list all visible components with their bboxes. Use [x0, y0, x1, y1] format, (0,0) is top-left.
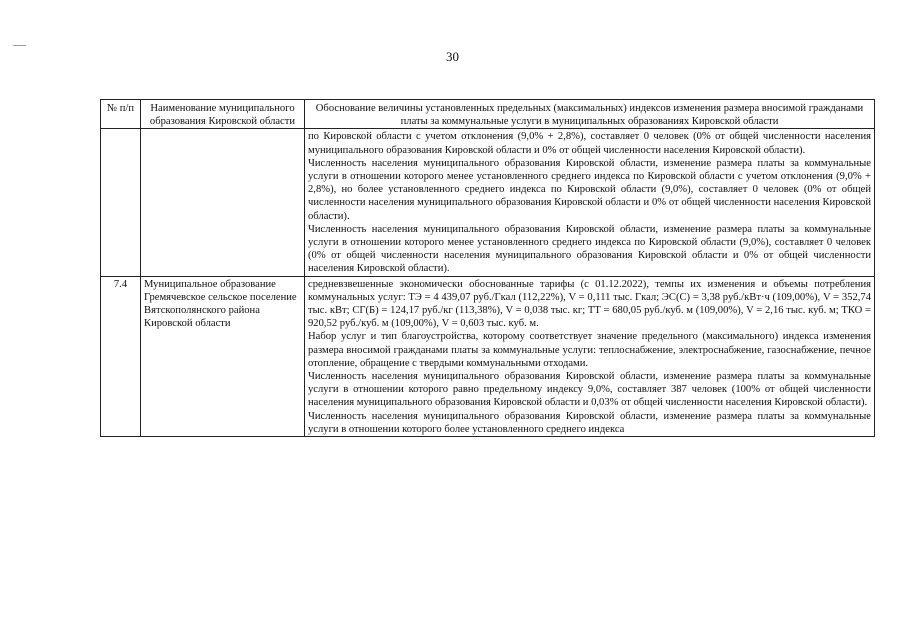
- justification-paragraph: средневзвешенные экономически обоснованные тарифы (с 01.12.2022), темпы их изменения и объемы потребления коммунальных услуг: ТЭ = 4 439,07 руб./Гкал (112,22%), V = 0,111 тыс. Гкал; ЭС(С) = 3,38 руб./кВт·ч (109,00%), V = 352,74 тыс. кВт; СГ(Б) = 124,17 руб./кг (113,38%), V = 0,038 тыс. кг; ТТ = 680,05 руб./куб. м (109,00%), V = 2,16 тыс. куб. м; ТКО = 920,52 руб./куб. м (109,00%), V = 0,603 тыс. куб. м.: [308, 278, 871, 330]
- justification-paragraph: Набор услуг и тип благоустройства, которому соответствует значение предельного (максимального) индекса изменения размера вносимой гражданами платы за коммунальные услуги: теплоснабжение, электроснабжение, газоснабжение, печное отопление, обращение с твердыми коммунальными отходами.: [308, 331, 871, 369]
- page-number: 30: [446, 49, 459, 64]
- justification-paragraph: Численность населения муниципального образования Кировской области, изменение размера платы за коммунальные услуги в отношении которого более установленного среднего индекса: [308, 410, 871, 435]
- header-municipality: Наименование муниципального образования Кировской области: [141, 100, 305, 129]
- row-municipality: Муниципальное образование Гремячевское сельское поселение Вятскополянского района Кировской области: [141, 276, 305, 436]
- row-municipality: [141, 129, 305, 276]
- header-justification: Обоснование величины установленных предельных (максимальных) индексов изменения размера вносимой гражданами платы за коммунальные услуги в муниципальных образованиях Кировской области: [305, 100, 875, 129]
- table-header-row: [101, 100, 875, 129]
- justification-paragraph: Численность населения муниципального образования Кировской области, изменение размера платы за коммунальные услуги в отношении которого менее установленного среднего индекса по Кировской области (9,0%), составляет 0 человек (0% от общей численности населения муниципального образования Кировской области и 0% от общей численности населения Кировской области).: [308, 223, 871, 275]
- header-number: № п/п: [101, 100, 141, 129]
- scan-mark: [13, 45, 26, 46]
- row-justification: [305, 276, 875, 436]
- row-justification: [305, 129, 875, 276]
- justification-paragraph: Численность населения муниципального образования Кировской области, изменение размера платы за коммунальные услуги в отношении которого менее установленного среднего индекса по Кировской области с учетом отклонения (9,0% + 2,8%), но более установленного среднего индекса по Кировской области (9,0%), составляет 0 человек (0% от общей численности населения муниципального образования Кировской области и 0% от общей численности населения Кировской области).: [308, 157, 871, 222]
- table-row: [101, 276, 875, 436]
- justification-paragraph: Численность населения муниципального образования Кировской области, изменение размера платы за коммунальные услуги в отношении которого равно предельному индексу 9,0%, составляет 387 человек (100% от общей численности населения муниципального образования Кировской области и 0,03% от общей численности населения Кировской области).: [308, 371, 871, 409]
- tariff-table: [100, 99, 875, 437]
- row-number: 7.4: [101, 276, 141, 436]
- row-number: [101, 129, 141, 276]
- justification-paragraph: по Кировской области с учетом отклонения (9,0% + 2,8%), составляет 0 человек (0% от общей численности населения муниципального образования Кировской области и 0% от общей численности населения Кировской области).: [308, 131, 871, 156]
- table-row: [101, 129, 875, 276]
